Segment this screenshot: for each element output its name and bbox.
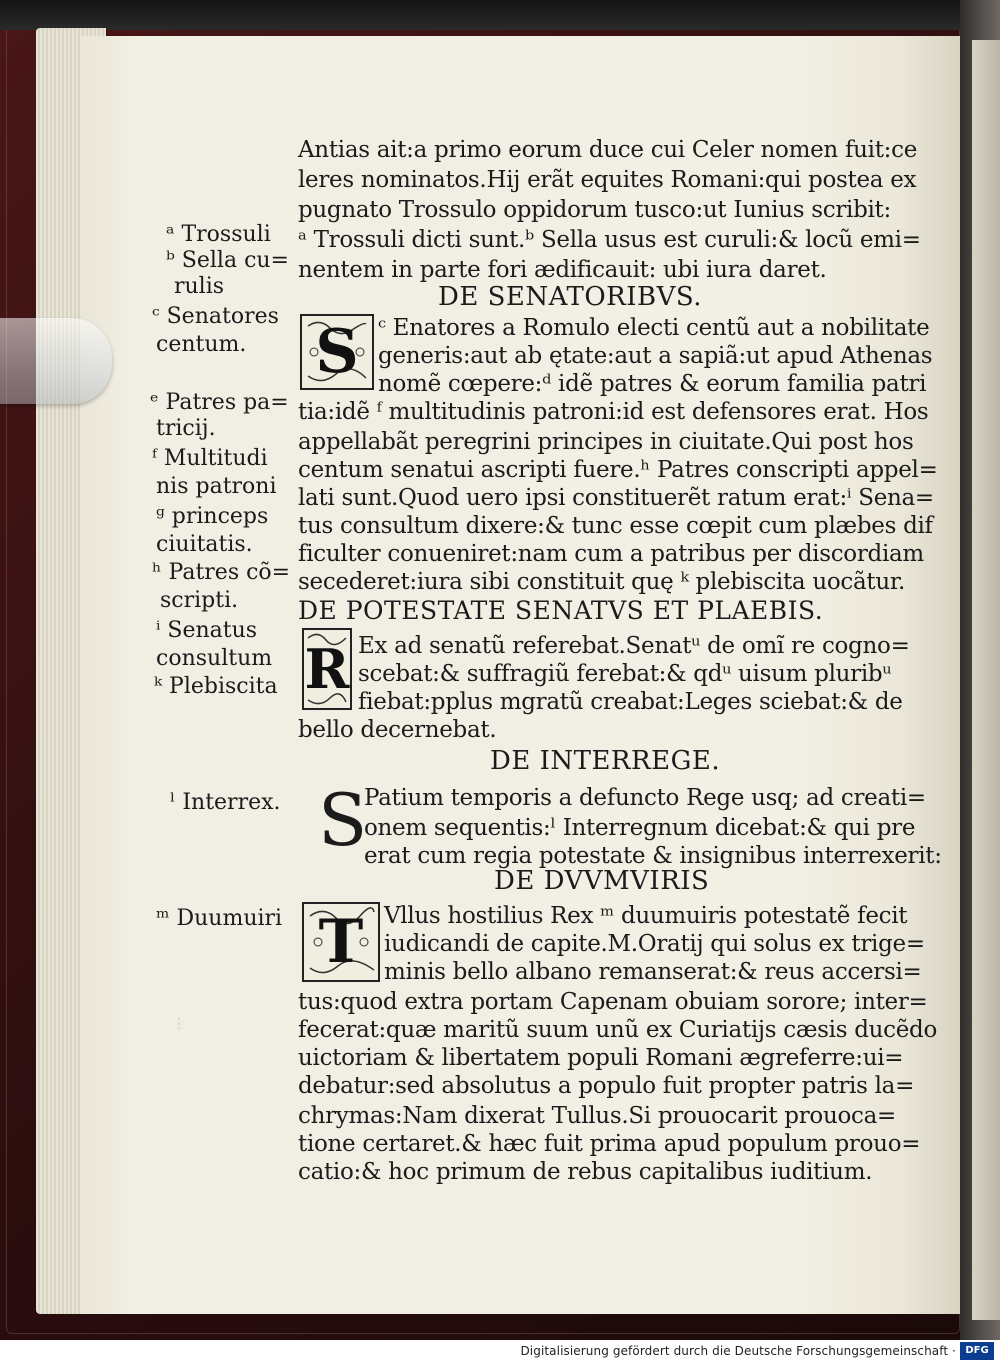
- decorated-initial: [302, 902, 380, 982]
- margin-note: ʰ Patres cõ=: [152, 560, 291, 585]
- text-line: Patium temporis a defuncto Rege usq; ad creati=: [364, 785, 926, 811]
- page-clip: [0, 318, 112, 404]
- margin-note: ciuitatis.: [156, 532, 253, 557]
- margin-note: rulis: [174, 274, 225, 299]
- section-heading: DE POTESTATE SENATVS ET PLAEBIS.: [298, 596, 824, 625]
- decorated-initial: [302, 628, 352, 710]
- text-line: debatur:sed absolutus a populo fuit propter patris la=: [298, 1073, 915, 1099]
- text-line: fiebat:pplus mgratũ creabat:Leges sciebat:& de: [358, 689, 903, 715]
- section-heading: DE DVVMVIRIS: [494, 866, 710, 896]
- margin-note: ᵉ Patres pa=: [150, 390, 289, 415]
- margin-note: centum.: [156, 332, 247, 357]
- footer-bar: [0, 1340, 1000, 1365]
- text-line: nomẽ cœpere:ᵈ idẽ patres & eorum familia patri: [378, 371, 927, 397]
- text-line: onem sequentis:ˡ Interregnum dicebat:& qui pre: [364, 815, 916, 841]
- text-line: bello decernebat.: [298, 717, 497, 743]
- text-line: iudicandi de capite.M.Oratij qui solus ex trige=: [384, 931, 925, 957]
- text-line: catio:& hoc primum de rebus capitalibus iuditium.: [298, 1159, 873, 1185]
- text-line: leres nominatos.Hij erãt equites Romani:qui postea ex: [298, 167, 917, 193]
- margin-note: ᶜ Senatores: [152, 304, 279, 329]
- show-through-text: ⁝: [176, 1014, 182, 1035]
- margin-note: consultum: [156, 646, 273, 671]
- section-heading: DE SENATORIBVS.: [438, 282, 703, 312]
- text-line: ᵃ Trossuli dicti sunt.ᵇ Sella usus est curuli:& locũ emi=: [298, 227, 921, 253]
- text-line: pugnato Trossulo oppidorum tusco:ut Iunius scribit:: [298, 197, 891, 223]
- dfg-logo: DFG: [960, 1342, 994, 1360]
- text-line: fecerat:quæ maritũ suum unũ ex Curiatijs cæsis ducẽdo: [298, 1017, 938, 1043]
- text-line: ᶜ Enatores a Romulo electi centũ aut a nobilitate: [378, 315, 930, 341]
- top-shadow: [0, 0, 1000, 30]
- text-line: tione certaret.& hæc fuit prima apud populum prouo=: [298, 1131, 921, 1157]
- text-line: nentem in parte fori ædificauit: ubi iura daret.: [298, 257, 827, 283]
- section-heading: DE INTERREGE.: [490, 746, 721, 776]
- text-line: tia:idẽ ᶠ multitudinis patroni:id est defensores erat. Hos: [298, 399, 929, 425]
- margin-note: tricij.: [156, 416, 216, 441]
- text-line: Ex ad senatũ referebat.Senatᵘ de omĩ re cogno=: [358, 633, 910, 659]
- text-line: lati sunt.Quod uero ipsi constituerẽt ratum erat:ⁱ Sena=: [298, 485, 934, 511]
- text-line: ficulter conueniret:nam cum a patribus per discordiam: [298, 541, 924, 567]
- text-line: minis bello albano remanserat:& reus accersi=: [384, 959, 922, 985]
- text-line: tus:quod extra portam Capenam obuiam sorore; inter=: [298, 989, 928, 1015]
- margin-note: ˡ Interrex.: [170, 790, 281, 815]
- margin-note: nis patroni: [156, 474, 277, 499]
- text-line: secederet:iura sibi constituit quę ᵏ plebiscita uocãtur.: [298, 569, 906, 595]
- text-line: centum senatui ascripti fuere.ʰ Patres conscripti appel=: [298, 457, 938, 483]
- initial-letter: R: [304, 637, 350, 701]
- text-line: erat cum regia potestate & insignibus interrexerit:: [364, 843, 942, 869]
- next-leaf-edge: [972, 40, 1000, 1320]
- text-line: scebat:& suffragiũ ferebat:& qdᵘ uisum pluribᵘ: [358, 661, 892, 687]
- margin-note: scripti.: [160, 588, 239, 613]
- text-line: generis:aut ab ętate:aut a sapiã:ut apud Athenas: [378, 343, 933, 369]
- decorated-initial: [300, 314, 374, 390]
- margin-note: ᵐ Duumuiri: [156, 906, 283, 931]
- text-line: Vllus hostilius Rex ᵐ duumuiris potestatẽ fecit: [384, 903, 908, 929]
- margin-note: ᵃ Trossuli: [166, 222, 271, 247]
- text-line: uictoriam & libertatem populi Romani ægreferre:ui=: [298, 1045, 904, 1071]
- margin-note: ᵇ Sella cu=: [166, 248, 289, 273]
- initial-letter: T: [318, 907, 364, 977]
- text-line: Antias ait:a primo eorum duce cui Celer nomen fuit:ce: [298, 137, 918, 163]
- margin-note: ᵏ Plebiscita: [154, 674, 278, 699]
- funding-credit: Digitalisierung gefördert durch die Deutsche Forschungsgemeinschaft ·: [520, 1344, 956, 1358]
- text-line: tus consultum dixere:& tunc esse cœpit cum plæbes dif: [298, 513, 933, 539]
- margin-note: ⁱ Senatus: [156, 618, 258, 643]
- text-line: appellabãt peregrini principes in ciuitate.Qui post hos: [298, 429, 914, 455]
- initial-letter: S: [318, 778, 368, 862]
- initial-letter: S: [315, 317, 359, 387]
- margin-note: ᵍ princeps: [156, 504, 269, 529]
- margin-note: ᶠ Multitudi: [152, 446, 268, 471]
- text-line: chrymas:Nam dixerat Tullus.Si prouocarit prouoca=: [298, 1103, 896, 1129]
